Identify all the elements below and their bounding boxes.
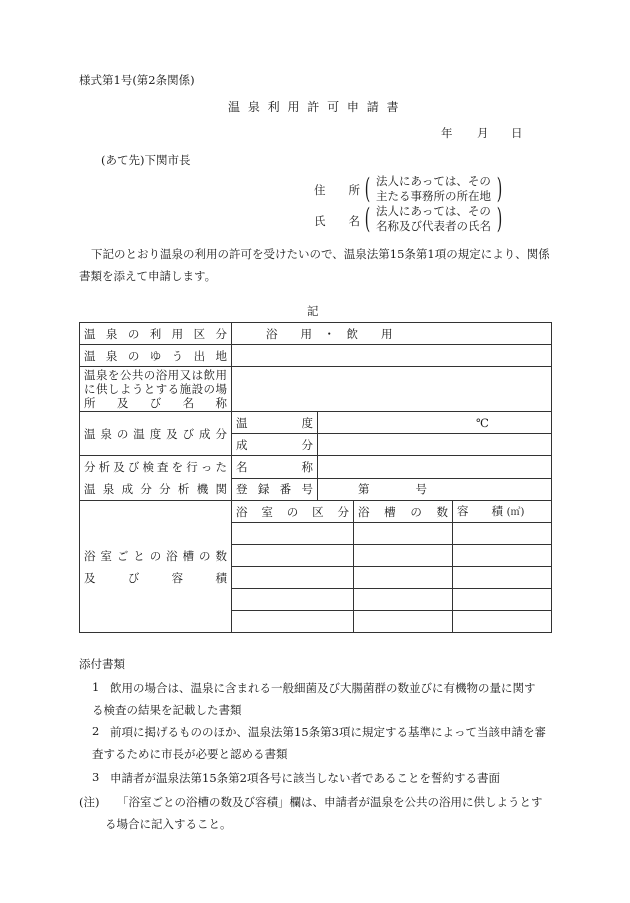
intro-paragraph: 下記のとおり温泉の利用の許可を受けたいので、温泉法第15条第1項の規定により、関係書類を添えて申請します。 bbox=[79, 247, 550, 283]
temperature-value[interactable]: ℃ bbox=[318, 412, 552, 434]
address-note bbox=[376, 174, 491, 204]
lab-label bbox=[80, 456, 232, 501]
row-source bbox=[80, 345, 552, 367]
lab-name-label: 名 称 bbox=[232, 456, 318, 479]
facility-label: 温泉を公共の浴用又は飲用に供しようとする施設の場所及び名称 bbox=[80, 367, 232, 412]
room-cell[interactable] bbox=[232, 545, 354, 567]
facility-value[interactable] bbox=[232, 367, 552, 412]
col-volume-header bbox=[453, 501, 552, 523]
item3-number: 3 bbox=[92, 770, 100, 784]
address-label: 住 所 bbox=[314, 183, 360, 197]
bath-label-line2: 及 び 容 積 bbox=[84, 570, 227, 585]
row-bath-header bbox=[80, 501, 552, 523]
date-month: 月 bbox=[477, 126, 489, 140]
room-cell[interactable] bbox=[232, 589, 354, 611]
temperature-label: 温 度 bbox=[232, 412, 318, 434]
volume-cell[interactable] bbox=[453, 611, 552, 633]
volume-cell[interactable] bbox=[453, 567, 552, 589]
room-cell[interactable] bbox=[232, 611, 354, 633]
tubs-cell[interactable] bbox=[354, 589, 453, 611]
ki-heading: 記 bbox=[307, 304, 319, 318]
col-volume-label: 容 積 bbox=[457, 503, 503, 518]
row-facility bbox=[80, 367, 552, 412]
address-note-line1: 法人にあっては、その bbox=[376, 174, 491, 188]
name-label: 氏 名 bbox=[314, 214, 360, 228]
components-value[interactable] bbox=[318, 434, 552, 456]
row-temperature bbox=[80, 412, 552, 434]
addressee: (あて先)下関市長 bbox=[101, 153, 191, 167]
note-label: (注) bbox=[79, 795, 100, 809]
source-value[interactable] bbox=[232, 345, 552, 367]
name-note-line2: 名称及び代表者の氏名 bbox=[376, 219, 491, 233]
item1-line2: る検査の結果を記載した書類 bbox=[92, 703, 242, 717]
note-line1: 「浴室ごとの浴槽の数及び容積」欄は、申請者が温泉を公共の浴用に供しようとす bbox=[117, 795, 543, 809]
lab-label-line1: 分析及び検査を行った bbox=[84, 460, 227, 474]
registration-label: 登録番号 bbox=[232, 478, 318, 501]
name-note bbox=[376, 204, 491, 234]
item3-line1: 申請者が温泉法第15条第2項各号に該当しない者であることを誓約する書面 bbox=[110, 771, 500, 785]
item2-line2: 査するために市長が必要と認める書類 bbox=[92, 747, 288, 761]
name-note-line1: 法人にあっては、その bbox=[376, 204, 491, 218]
tubs-cell[interactable] bbox=[354, 523, 453, 545]
item1-line1: 飲用の場合は、温泉に含まれる一般細菌及び大腸菌群の数並びに有機物の量に関す bbox=[110, 681, 536, 695]
room-cell[interactable] bbox=[232, 523, 354, 545]
left-brace: ( bbox=[364, 202, 371, 235]
room-cell[interactable] bbox=[232, 567, 354, 589]
date-year: 年 bbox=[441, 126, 453, 140]
row-usage bbox=[80, 323, 552, 345]
usage-value: 浴 用 ・ 飲 用 bbox=[232, 323, 552, 345]
date-day: 日 bbox=[511, 126, 523, 140]
item1-number: 1 bbox=[92, 680, 100, 694]
tubs-cell[interactable] bbox=[354, 567, 453, 589]
tubs-cell[interactable] bbox=[354, 545, 453, 567]
registration-value[interactable]: 第 号 bbox=[318, 478, 552, 501]
lab-label-line2: 温泉成分分析機関 bbox=[84, 482, 227, 496]
page-title: 温 泉 利 用 許 可 申 請 書 bbox=[228, 100, 401, 114]
bath-label bbox=[80, 501, 232, 633]
usage-label: 温泉の利用区分 bbox=[80, 323, 232, 345]
item2-number: 2 bbox=[92, 724, 100, 738]
volume-cell[interactable] bbox=[453, 545, 552, 567]
form-number: 様式第1号(第2条関係) bbox=[79, 73, 195, 87]
lab-name-value[interactable] bbox=[318, 456, 552, 479]
item2-line1: 前項に掲げるもののほか、温泉法第15条第3項に規定する基準によって当該申請を審 bbox=[110, 725, 546, 739]
temp-comp-label: 温泉の温度及び成分 bbox=[80, 412, 232, 456]
components-label: 成 分 bbox=[232, 434, 318, 456]
tubs-cell[interactable] bbox=[354, 611, 453, 633]
volume-cell[interactable] bbox=[453, 523, 552, 545]
volume-cell[interactable] bbox=[453, 589, 552, 611]
row-lab-name bbox=[80, 456, 552, 479]
col-volume-unit: (㎥) bbox=[506, 506, 525, 518]
right-brace: ) bbox=[496, 172, 503, 205]
right-brace: ) bbox=[496, 202, 503, 235]
application-table bbox=[79, 322, 552, 633]
left-brace: ( bbox=[364, 172, 371, 205]
address-note-line2: 主たる事務所の所在地 bbox=[376, 189, 491, 203]
col-tubs-header: 浴槽の数 bbox=[354, 501, 453, 523]
source-label: 温泉のゆう出地 bbox=[80, 345, 232, 367]
col-room-header: 浴室の区分 bbox=[232, 501, 354, 523]
note-line2: る場合に記入すること。 bbox=[105, 817, 232, 831]
bath-label-line1: 浴室ごとの浴槽の数 bbox=[84, 548, 227, 563]
attachments-heading: 添付書類 bbox=[79, 657, 125, 671]
